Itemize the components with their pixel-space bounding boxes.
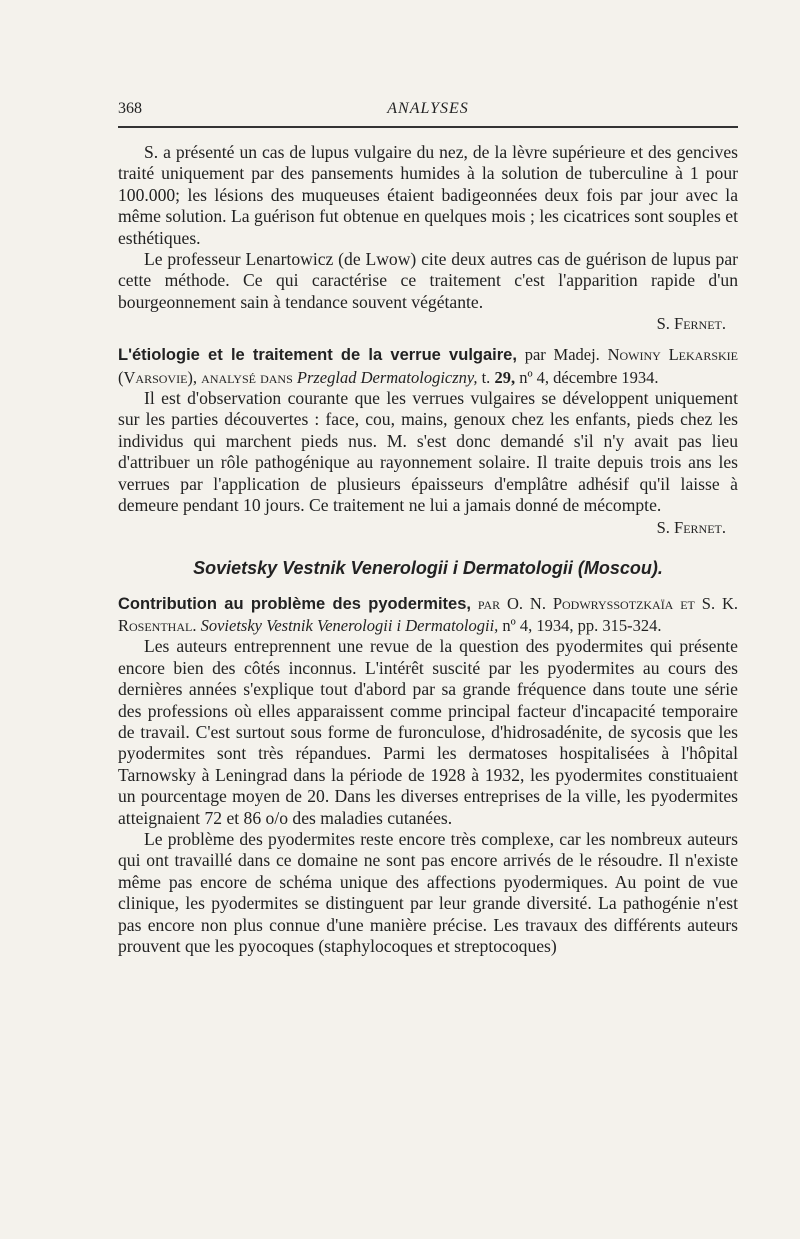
article1-signature: S. Fernet. <box>656 517 726 537</box>
article1-vol-label: t. <box>481 367 491 387</box>
running-title: ANALYSES <box>387 100 469 117</box>
section1-paragraph-2: Le professeur Lenartowicz (de Lwow) cite deux autres cas de guérison de lupus par cette méthode. Ce qui caractérise ce traitement c'est l'apparition rapide d'un bourgeonnement sain à tendance souvent végétante. <box>118 249 738 312</box>
journal-heading: Sovietsky Vestnik Venerologii i Dermatologii (Moscou). <box>193 557 663 578</box>
page-body <box>118 142 738 957</box>
article2-journal: Sovietsky Vestnik Venerologii i Dermatologii, <box>200 615 499 635</box>
article1-issue: nº 4, décembre 1934. <box>519 367 659 387</box>
article2-authors: par O. N. Podwryssotzkaïa et S. K. Rosenthal. <box>118 593 738 635</box>
article1-journal: Przeglad Dermatologiczny, <box>296 367 478 387</box>
article2-paragraph-2: Le problème des pyodermites reste encore très complexe, car les nombreux auteurs qui ont travaillé dans ce domaine ne sont pas encore arrivés de le résoudre. Il n'existe même pas encore de schéma unique des affections pyodermiques. Au point de vue clinique, les pyodermites se distinguent par leur grande diversité. La pathogénie n'est pas encore non plus connue d'une manière précise. Les travaux des différents auteurs prouvent que les pyocoques (staphylocoques et streptocoques) <box>118 828 738 956</box>
article2-issue: nº 4, 1934, pp. 315-324. <box>502 615 662 635</box>
article1-reference <box>118 344 738 388</box>
header-rule <box>118 126 738 128</box>
article2-reference <box>118 593 738 637</box>
article2-title: Contribution au problème des pyodermites, <box>118 594 471 613</box>
article2-paragraph-1: Les auteurs entreprennent une revue de la question des pyodermites qui présente encore bien des côtés inconnus. L'intérêt suscité par les pyodermites au cours des dernières années s'explique tout d'abord par sa grande fréquence dans toute une série des professions où elles apparaissent comme principal facteur d'incapacité temporaire de travail. C'est surtout sous forme de furonculose, d'hidrosadénite, de sycosis que les pyodermites sont très répandues. Parmi les dermatoses hospitalisées à l'hôpital Tarnowsky à Leningrad dans la période de 1928 à 1932, les pyodermites constituaient un pourcentage moyen de 20. Dans les diverses entreprises de la ville, les pyodermites atteignaient 72 et 86 o/o des maladies cutanées. <box>118 636 738 828</box>
article1-volume: 29, <box>494 367 516 387</box>
section1-signature: S. Fernet. <box>656 314 726 334</box>
article1-paragraph: Il est d'observation courante que les verrues vulgaires se développent uniquement sur les parties découvertes : face, cou, mains, genoux chez les enfants, pieds chez les individus qui marchent pieds nus. M. s'est donc demandé s'il n'y avait pas lieu d'attribuer un rôle pathogénique au rayonnement solaire. Il traite depuis trois ans les verrues par l'application de plusieurs épaisseurs d'emplâtre adhésif qu'il laisse à demeure pendant 10 jours. Ce traitement ne lui a jamais donné de mécompte. <box>118 388 738 516</box>
page-number: 368 <box>118 100 142 117</box>
article1-title: L'étiologie et le traitement de la verrue vulgaire, <box>118 346 517 365</box>
article1-source: Nowiny Lekarskie (Varsovie), analysé dans <box>118 345 738 387</box>
section1-paragraph-1: S. a présenté un cas de lupus vulgaire du nez, de la lèvre supérieure et des gencives traité uniquement par des pansements humides à la solution de tuberculine à 1 pour 100.000; les lésions des muqueuses étaient badigeonnées deux fois par jour avec la même solution. La guérison fut obtenue en quelques mois ; les cicatrices sont souples et esthétiques. <box>118 142 738 248</box>
page-header <box>118 100 738 122</box>
article1-author: par Madej. <box>524 345 600 365</box>
